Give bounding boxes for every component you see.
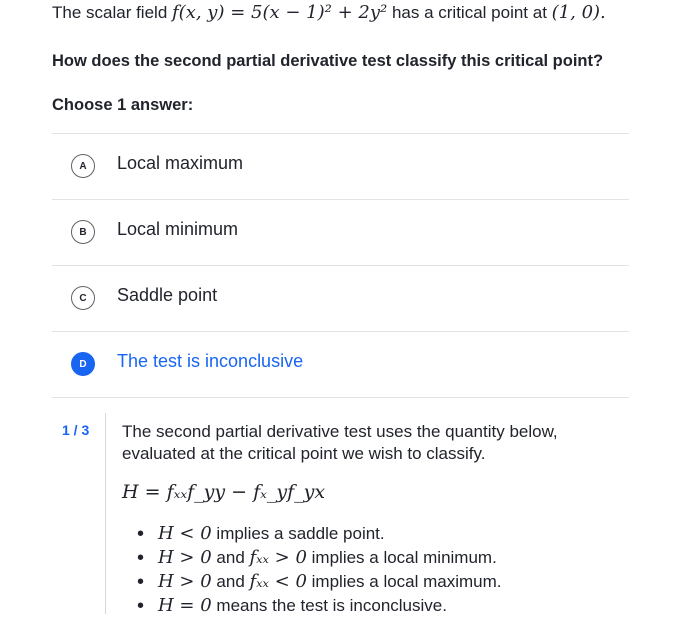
choice-b[interactable]	[52, 199, 629, 265]
hint-text	[122, 421, 558, 465]
bullet-math: H = 0	[158, 595, 212, 616]
bullet-text: and	[211, 548, 250, 567]
hint-formula: H = fₓₓf_yy − fₓ_yf_yx	[122, 481, 326, 503]
field-formula: f(x, y) = 5(x − 1)² + 2y²	[172, 2, 388, 23]
bullet-text: implies a local maximum.	[306, 572, 502, 591]
bullet-math: H < 0	[158, 523, 212, 544]
choice-c[interactable]	[52, 265, 629, 331]
choice-a[interactable]	[52, 133, 629, 199]
answer-choices	[52, 133, 629, 398]
question-prompt: How does the second partial derivative test classify this critical point?	[52, 52, 604, 70]
hint-bullet	[134, 522, 502, 546]
critical-point: (1, 0).	[551, 2, 606, 23]
bullet-text: means the test is inconclusive.	[211, 596, 447, 615]
question-intro: The scalar field	[52, 3, 168, 22]
choice-a-bubble[interactable]: A	[71, 154, 95, 178]
choice-d-label: The test is inconclusive	[117, 351, 304, 371]
bullet-text: and	[211, 572, 250, 591]
bullet-math: fₓₓ < 0	[249, 571, 307, 592]
bullet-text: implies a saddle point.	[211, 524, 385, 543]
choice-c-label: Saddle point	[117, 285, 218, 305]
bullet-math: H > 0	[158, 571, 212, 592]
hint-bullets	[134, 522, 502, 618]
choice-b-label: Local minimum	[117, 219, 239, 239]
choice-a-label: Local maximum	[117, 153, 244, 173]
question-has-text: has a critical point at	[391, 3, 547, 22]
choice-c-bubble[interactable]: C	[71, 286, 95, 310]
choice-d-bubble[interactable]: D	[71, 352, 95, 376]
hint-text-line1: The second partial derivative test uses the quantity below,	[122, 422, 558, 441]
hint-counter: 1 / 3	[62, 422, 90, 438]
choose-label: Choose 1 answer:	[52, 96, 194, 114]
hint-text-line2: evaluated at the critical point we wish to classify.	[122, 444, 486, 463]
hint-bullet	[134, 570, 502, 594]
bullet-math: fₓₓ > 0	[249, 547, 307, 568]
bullet-text: implies a local minimum.	[306, 548, 497, 567]
hint-divider	[105, 413, 106, 614]
choice-d[interactable]	[52, 331, 629, 398]
question-text	[52, 2, 606, 23]
bullet-math: H > 0	[158, 547, 212, 568]
choice-b-bubble[interactable]: B	[71, 220, 95, 244]
hint-bullet	[134, 594, 502, 618]
hint-bullet	[134, 546, 502, 570]
